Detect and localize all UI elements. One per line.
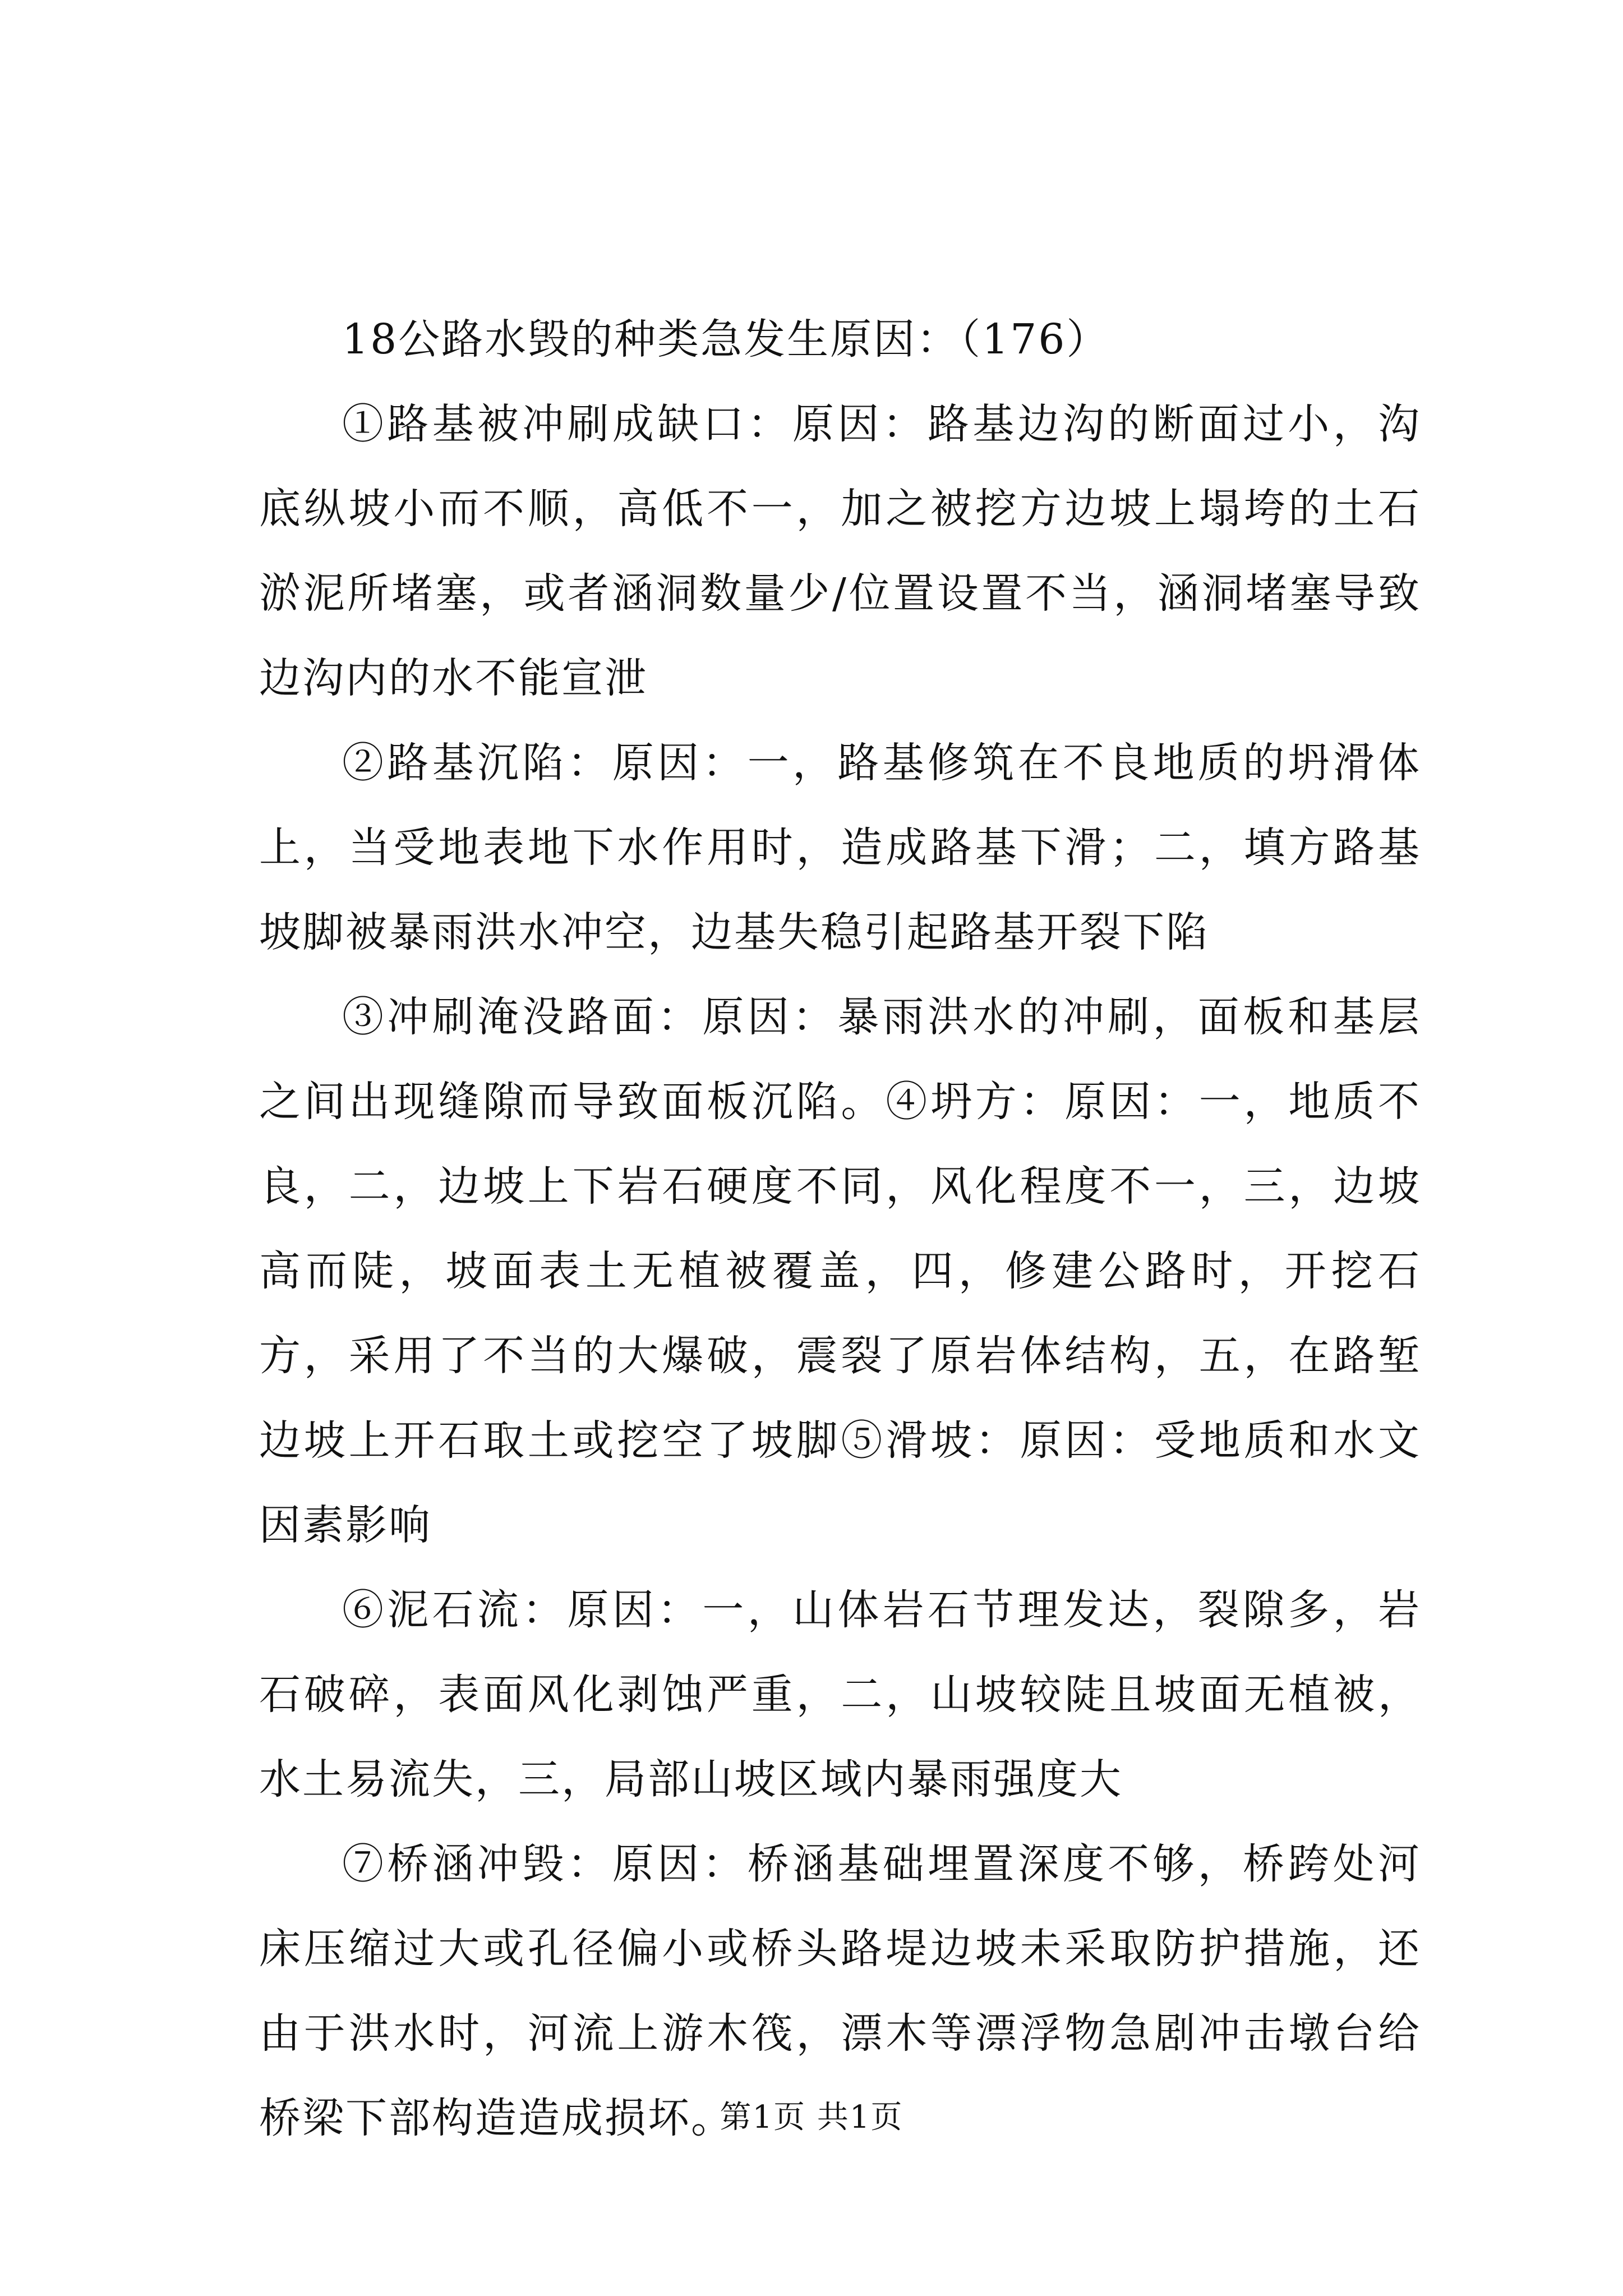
- paragraph-bridge-culvert: ⑦桥涵冲毁：原因：桥涵基础埋置深度不够，桥跨处河床压缩过大或孔径偏小或桥头路堤边坡未采取防护措施，还由于洪水时，河流上游木筏，漂木等漂浮物急剧冲击墩台给桥梁下部构造造成损坏。: [259, 1840, 1421, 2142]
- paragraph-roadbed-subsidence: ②路基沉陷：原因：一，路基修筑在不良地质的坍滑体上，当受地表地下水作用时，造成路基下滑；二，填方路基坡脚被暴雨洪水冲空，边基失稳引起路基开裂下陷: [259, 739, 1421, 956]
- document-body: [259, 297, 1421, 2161]
- paragraph-roadbed-gap: ①路基被冲刷成缺口：原因：路基边沟的断面过小，沟底纵坡小而不顺，高低不一，加之被挖方边坡上塌垮的土石淤泥所堵塞，或者涵洞数量少/位置设置不当，涵洞堵塞导致边沟内的水不能宣泄: [259, 400, 1421, 702]
- paragraph-pavement-flooding: ③冲刷淹没路面：原因：暴雨洪水的冲刷，面板和基层之间出现缝隙而导致面板沉陷。④坍方：原因：一，地质不良，二，边坡上下岩石硬度不同，风化程度不一，三，边坡高而陡，坡面表土无植被覆盖，四，修建公路时，开挖石方，采用了不当的大爆破，震裂了原岩体结构，五，在路堑边坡上开石取土或挖空了坡脚⑤滑坡：原因：受地质和水文因素影响: [259, 993, 1421, 1549]
- page-number: 第1页 共1页: [720, 2099, 903, 2136]
- paragraph-debris-flow: ⑥泥石流：原因：一，山体岩石节理发达，裂隙多，岩石破碎，表面风化剥蚀严重，二，山坡较陡且坡面无植被，水土易流失，三，局部山坡区域内暴雨强度大: [259, 1586, 1421, 1803]
- section-heading: 18公路水毁的种类急发生原因：（176）: [342, 315, 1110, 364]
